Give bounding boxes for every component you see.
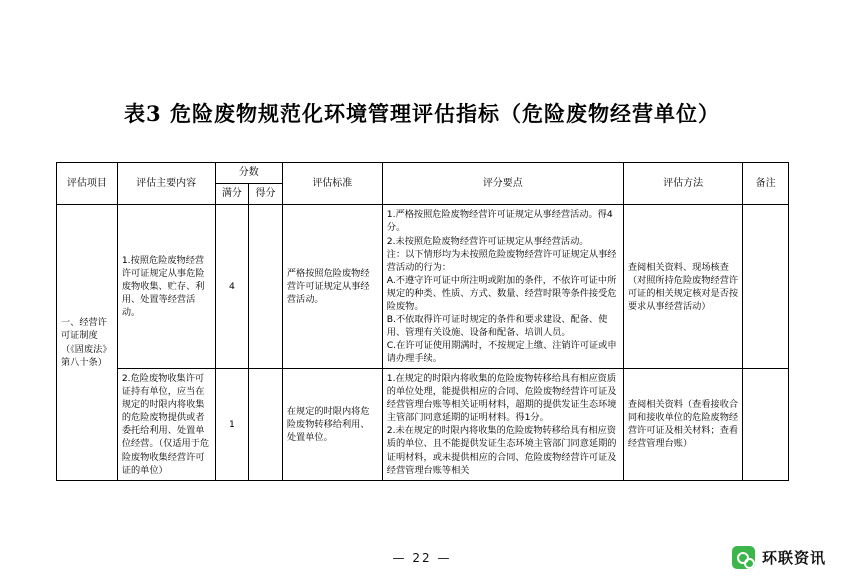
- account-name: 环联资讯: [761, 549, 826, 567]
- table-row: [57, 205, 789, 369]
- row-item-category: 一、经营许可证制度（《固废法》第八十条）: [57, 205, 118, 480]
- header-method: 评估方法: [623, 163, 742, 205]
- row-full-score: 1: [215, 369, 249, 481]
- row-method: 查阅相关资料、现场核查（对照所持危险废物经营许可证的相关规定核对是否按要求从事经营活动）: [623, 205, 742, 369]
- row-content: 1.按照危险废物经营许可证规定从事危险废物收集、贮存、利用、处置等经营活动。: [117, 205, 215, 369]
- rings-logo-icon: [732, 546, 755, 569]
- account-badge: [732, 546, 826, 569]
- row-standard: 在规定的时限内将危险废物转移给利用、处置单位。: [282, 369, 382, 481]
- page-title: 表3 危险废物规范化环境管理评估指标（危险废物经营单位）: [124, 101, 720, 126]
- row-remark: [743, 369, 789, 481]
- row-points: 1.在规定的时限内将收集的危险废物转移给具有相应资质的单位处理，能提供相应的合同、危险废物经营许可证及经营管理台账等相关证明材料，超期的提供发证生态环境主管部门同意延期的证明材料。得1分。 2.未在规定的时限内将收集的危险废物转移给具有相应资质的单位、且不能提供发证生态环境主管部门同意延期的证明材料，或未提供相应的合同、危险废物经营许可证及经营管理台账等相关: [382, 369, 623, 481]
- header-item: 评估项目: [57, 163, 118, 205]
- header-points: 评分要点: [382, 163, 623, 205]
- header-score-group: 分数: [215, 163, 282, 184]
- header-got-score: 得分: [249, 184, 283, 205]
- evaluation-indicator-table: [56, 162, 789, 481]
- row-remark: [743, 205, 789, 369]
- header-remark: 备注: [743, 163, 789, 205]
- header-content: 评估主要内容: [117, 163, 215, 205]
- row-full-score: 4: [215, 205, 249, 369]
- row-method: 查阅相关资料（查看接收合同和接收单位的危险废物经营许可证及相关材料；查看经营管理台账）: [623, 369, 742, 481]
- row-content: 2.危险废物收集许可证持有单位，应当在规定的时限内将收集的危险废物提供或者委托给利用、处置单位经营。（仅适用于危险废物收集经营许可证的单位）: [117, 369, 215, 481]
- page-number: — 22 —: [392, 551, 452, 565]
- row-points: 1.严格按照危险废物经营许可证规定从事经营活动。得4分。 2.未按照危险废物经营许可证规定从事经营活动。 注：以下情形均为未按照危险废物经营许可证规定从事经营活动的行为： A.不遵守许可证中所注明或附加的条件，不依许可证中所规定的种类、性质、方式、数量、经营时限等条件接受危险废物。 B.不依取得许可证时规定的条件和要求建设、配备、使用、管理有关设施、设备和配备、培训人员。 C.在许可证使用期满时，不按规定上缴、注销许可证或申请办理手续。: [382, 205, 623, 369]
- table-row: [57, 369, 789, 481]
- row-got-score: [249, 205, 283, 369]
- row-standard: 严格按照危险废物经营许可证规定从事经营活动。: [282, 205, 382, 369]
- row-got-score: [249, 369, 283, 481]
- header-standard: 评估标准: [282, 163, 382, 205]
- table-header-row-1: [57, 163, 789, 184]
- header-full-score: 满分: [215, 184, 249, 205]
